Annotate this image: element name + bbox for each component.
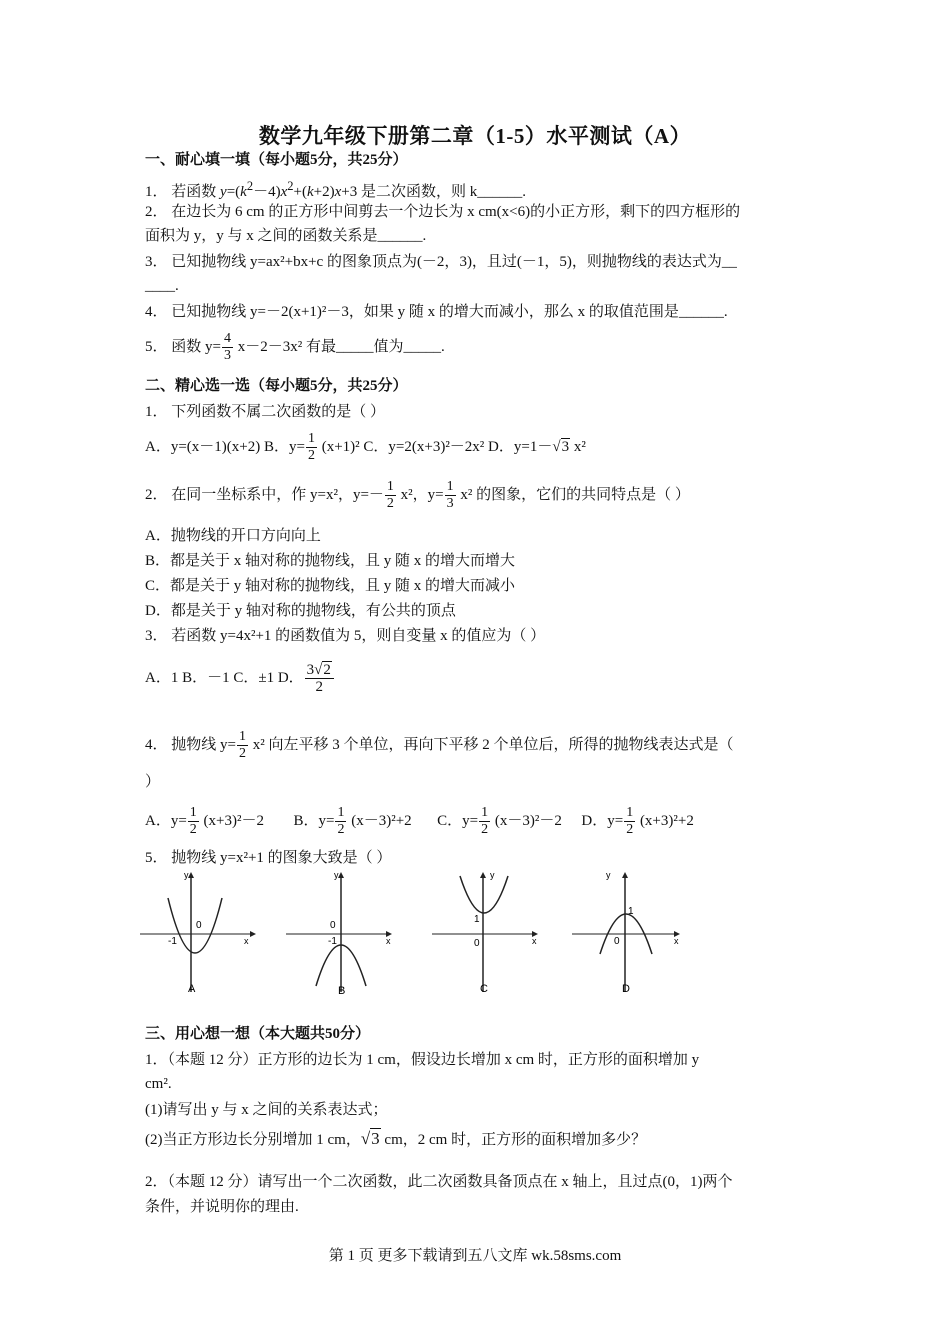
graph-option-a [140,868,260,998]
sqrt-expression: √3 [552,439,570,455]
think-question-1-line1: 1．（本题 12 分）正方形的边长为 1 cm，假设边长增加 x cm 时，正方形的面积增加 y [145,1052,700,1068]
graph-d-svg [568,868,688,998]
tick-label: 1 [628,906,634,917]
choice-q1-option-b-tail: (x+1)² C．y=2(x+3)²－2x² D．y=1－ [317,439,553,455]
fraction-numerator: 1 [446,479,454,495]
y-axis-arrow [188,872,194,878]
graph-letter: B [338,985,346,997]
choice-q1-option-d-tail: x² [570,439,586,455]
fraction [237,729,248,762]
fraction [385,479,396,512]
fill-question-3-line2: ____. [145,278,179,294]
fraction-denominator: 2 [337,822,345,838]
fraction-denominator: 3 [223,348,231,364]
x-axis-label: x [532,936,537,946]
fill-question-2-line1: 2． 在边长为 6 cm 的正方形中间剪去一个边长为 x cm(x<6)的小正方形，剩下的四方框形的 [145,204,741,220]
option-tail: (x+3)²－2 [199,813,264,829]
fraction-denominator: 2 [386,496,394,512]
radicand: 2 [323,662,331,679]
fill-question-4: 4． 已知抛物线 y=－2(x+1)²－3，如果 y 随 x 的增大而减小，那么 x 的取值范围是______. [145,304,728,320]
think-question-2-line1: 2．（本题 12 分）请写出一个二次函数，此二次函数具备顶点在 x 轴上，且过点(0，1)两个 [145,1174,733,1190]
choice-q4-prefix: 4． 抛物线 y= [145,737,236,753]
section-heading-choice: 二、精心选一选（每小题5分，共25分） [145,378,408,394]
fill-q1-prefix: 1． 若函数 [145,184,221,200]
fraction-numerator: 4 [223,331,231,347]
y-axis-label: y [334,870,339,880]
fill-question-3-line1: 3． 已知抛物线 y=ax²+bx+c 的图象顶点为(－2，3)，且过(－1，5)，则抛物线的表达式为__ [145,254,737,270]
choice-q2-option-a: A．抛物线的开口方向向上 [145,528,321,544]
fraction-numerator: 1 [189,805,197,821]
sqrt-expression: √2 [314,662,331,679]
origin-label: 0 [330,920,336,931]
choice-q1-options [145,430,586,464]
fraction-numerator: 1 [626,805,634,821]
y-axis-arrow [338,872,344,878]
choice-q4-options [145,804,694,838]
choice-question-3: 3． 若函数 y=4x²+1 的函数值为 5，则自变量 x 的值应为（ ） [145,628,546,644]
fraction-denominator: 2 [238,746,246,762]
think-question-1-line2: cm². [145,1076,172,1092]
x-axis-label: x [386,936,391,946]
y-axis-label: y [490,870,495,880]
option-label: C．y= [437,813,479,829]
fraction [188,805,199,838]
y-axis-arrow [480,872,486,878]
fill-q1-suffix: 是二次函数，则 k______. [357,184,527,200]
choice-question-4 [145,728,733,762]
fraction-denominator: 2 [626,822,634,838]
choice-question-5: 5． 抛物线 y=x²+1 的图象大致是（ ） [145,850,392,866]
fraction-numerator: 1 [386,479,394,495]
origin-label: 0 [196,920,202,931]
tick-label: 1 [474,914,480,925]
choice-q4-suffix: x² 向左平移 3 个单位，再向下平移 2 个单位后，所得的抛物线表达式是（ [248,737,734,753]
fraction [305,662,334,695]
fraction-numerator [305,662,334,679]
choice-q4-option-a [145,805,264,838]
y-axis-label: y [184,870,189,880]
tick-label: -1 [328,936,337,947]
choice-q4-option-d [581,805,694,838]
fraction-numerator: 1 [481,805,489,821]
fill-question-2-line2: 面积为 y，y 与 x 之间的函数关系是______. [145,228,427,244]
origin-label: 0 [614,936,620,947]
graph-option-b [282,868,402,998]
fraction-numerator: 1 [238,729,246,745]
choice-q4-line2: ） [145,774,161,790]
fraction-denominator: 2 [189,822,197,838]
think-q1-sub2-prefix: (2)当正方形边长分别增加 1 cm， [145,1132,361,1148]
graph-c-svg [428,868,548,998]
fill-q5-prefix: 5． 函数 y= [145,339,221,355]
choice-question-2 [145,478,690,512]
page-title: 数学九年级下册第二章（1-5）水平测试（A） [258,124,692,148]
fraction [445,479,456,512]
fraction [222,331,233,364]
y-axis-label: y [606,870,611,880]
radicand: 3 [561,439,570,455]
option-label: B．y= [293,813,335,829]
think-q1-sub2 [145,1124,646,1155]
fill-question-1: 1． 若函数 $y=(k^2-4)x^2+(k+2)x+3$ 是二次函数，则 k______. [145,179,527,200]
graph-letter: A [188,983,196,995]
parabola-curve [460,876,508,913]
choice-q1-option-a: A．y=(x－1)(x+2) B．y= [145,439,305,455]
section-heading-think: 三、用心想一想（本大题共50分） [145,1026,371,1042]
fraction [306,431,317,464]
think-q1-sub1: (1)请写出 y 与 x 之间的关系表达式； [145,1102,388,1118]
choice-question-1: 1． 下列函数不属二次函数的是（ ） [145,404,386,420]
fraction [624,805,635,838]
section-heading-fill: 一、耐心填一填（每小题5分，共25分） [145,152,408,168]
page-footer: 第 1 页 更多下载请到五八文库 wk.58sms.com [328,1248,622,1264]
choice-q4-option-c [437,805,562,838]
fill-question-5 [145,330,445,364]
x-axis-arrow [250,931,256,937]
option-tail: (x－3)²+2 [347,813,412,829]
choice-q2-suffix: x² 的图象，它们的共同特点是（ ） [456,487,690,503]
graph-option-c [428,868,548,998]
graph-b-svg [282,868,402,998]
graph-letter: D [622,983,630,995]
tick-label: -1 [168,936,177,947]
graph-a-svg [140,868,260,998]
think-question-2-line2: 条件，并说明你的理由. [145,1199,299,1215]
fraction-denominator: 2 [315,679,324,696]
fraction-denominator: 3 [446,496,454,512]
fraction-denominator: 2 [307,448,315,464]
sqrt-expression: √3 [360,1129,380,1148]
origin-label: 0 [474,938,480,949]
option-tail: (x+3)²+2 [636,813,694,829]
option-label: A．y= [145,813,187,829]
coefficient: 3 [306,662,315,679]
x-axis-label: x [244,936,249,946]
choice-q2-option-b: B．都是关于 x 轴对称的抛物线，且 y 随 x 的增大而增大 [145,553,516,569]
radicand: 3 [371,1129,380,1148]
fraction [335,805,346,838]
choice-q4-option-b [293,805,412,838]
choice-q3-options [145,658,335,698]
fraction-numerator: 1 [307,431,315,447]
x-axis-label: x [674,936,679,946]
fraction [479,805,490,838]
choice-q3-options-text: A．1 B．－1 C．±1 D． [145,670,304,686]
fraction-denominator: 2 [481,822,489,838]
think-q1-sub2-suffix: cm，2 cm 时，正方形的面积增加多少？ [380,1132,647,1148]
y-axis-arrow [622,872,628,878]
choice-q2-option-c: C．都是关于 y 轴对称的抛物线，且 y 随 x 的增大而减小 [145,578,516,594]
choice-q2-prefix: 2． 在同一坐标系中，作 y=x²，y=－ [145,487,384,503]
graph-letter: C [480,983,488,995]
option-tail: (x－3)²－2 [491,813,562,829]
choice-q2-option-d: D．都是关于 y 轴对称的抛物线，有公共的顶点 [145,603,456,619]
graph-option-d [568,868,688,998]
fraction-numerator: 1 [337,805,345,821]
fill-q5-suffix: x－2－3x² 有最_____值为_____. [233,339,445,355]
choice-q2-middle: x²，y= [396,487,444,503]
option-label: D．y= [581,813,624,829]
